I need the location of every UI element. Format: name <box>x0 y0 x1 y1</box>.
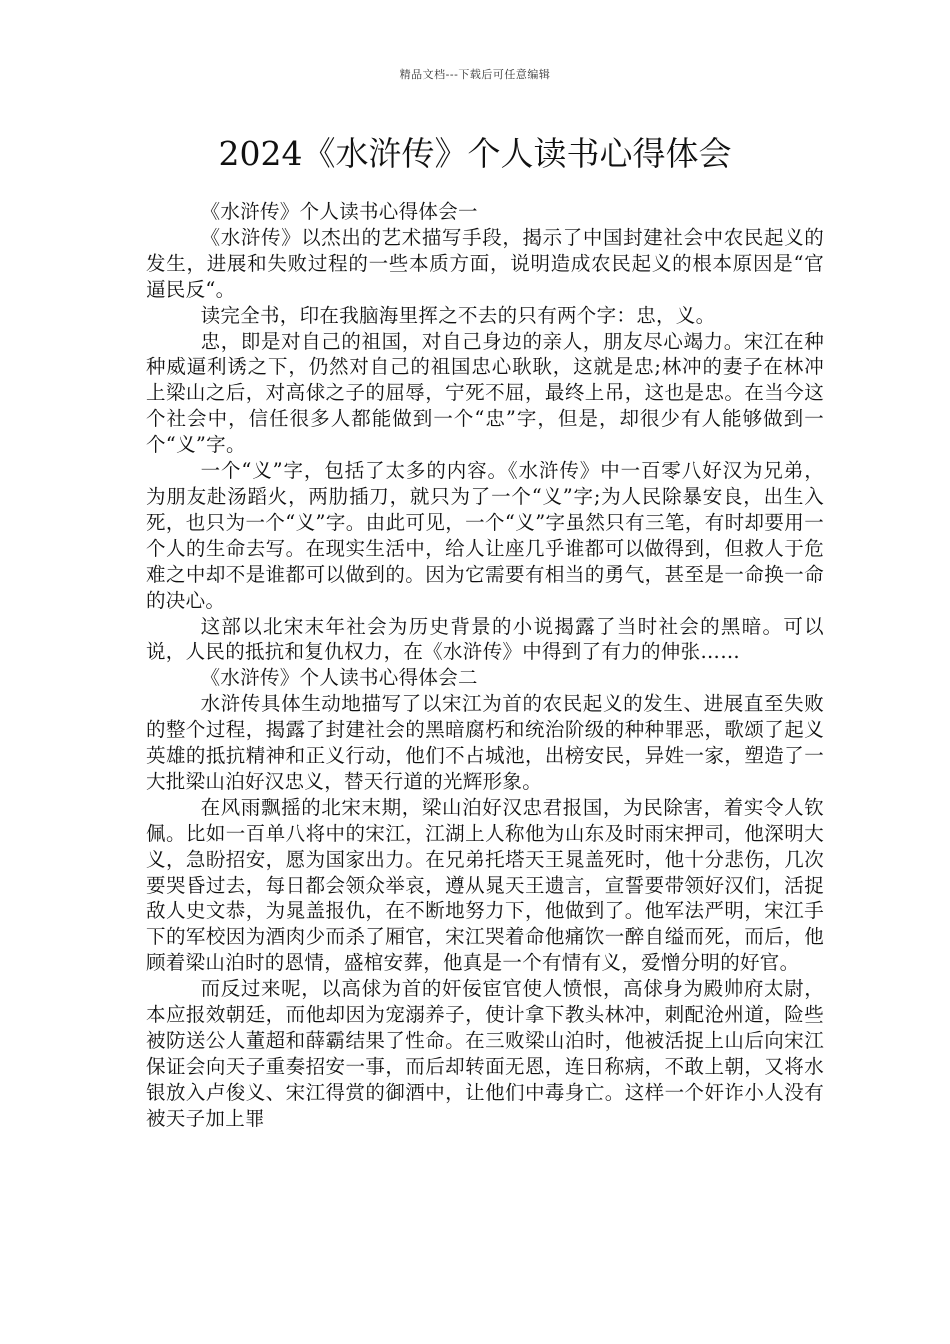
paragraph: 忠，即是对自己的祖国，对自己身边的亲人，朋友尽心竭力。宋江在种种威逼利诱之下，仍然对自己的祖国忠心耿耿，这就是忠;林冲的妻子在林冲上梁山之后，对高俅之子的屈辱，宁死不屈，最终上吊，这也是忠。在当今这个社会中，信任很多人都能做到一个“忠”字，但是，却很少有人能够做到一个“义”字。 <box>146 329 824 457</box>
paragraph: 而反过来呢，以高俅为首的奸佞宦官使人愤恨，高俅身为殿帅府太尉，本应报效朝廷，而他却因为宠溺养子，使计拿下教头林冲，刺配沧州道，险些被防送公人董超和薛霸结果了性命。在三败梁山泊时，他被活捉上山后向宋江保证会向天子重奏招安一事，而后却转面无恩，连日称病，不敢上朝，又将水银放入卢俊义、宋江得赏的御酒中，让他们中毒身亡。这样一个奸诈小人没有被天子加上罪 <box>146 977 824 1130</box>
paragraph: 在风雨飘摇的北宋末期，梁山泊好汉忠君报国，为民除害，着实令人钦佩。比如一百单八将中的宋江，江湖上人称他为山东及时雨宋押司，他深明大义，急盼招安，愿为国家出力。在兄弟托塔天王晁盖死时，他十分悲伤，几次要哭昏过去，每日都会领众举哀，遵从晁天王遗言，宣誓要带领好汉们，活捉敌人史文恭，为晁盖报仇，在不断地努力下，他做到了。他军法严明，宋江手下的军校因为酒肉少而杀了厢官，宋江哭着命他痛饮一醉自缢而死，而后，他顾着梁山泊时的恩情，盛棺安葬，他真是一个有情有义，爱憎分明的好官。 <box>146 795 824 975</box>
document-body <box>146 199 824 1132</box>
paragraph: 读完全书，印在我脑海里挥之不去的只有两个字：忠，义。 <box>200 303 716 327</box>
paragraph: 水浒传具体生动地描写了以宋江为首的农民起义的发生、进展直至失败的整个过程，揭露了封建社会的黑暗腐朽和统治阶级的种种罪恶，歌颂了起义英雄的抵抗精神和正义行动，他们不占城池，出榜安民，异姓一家，塑造了一大批梁山泊好汉忠义，替天行道的光辉形象。 <box>146 692 824 793</box>
paragraph: 《水浒传》以杰出的艺术描写手段，揭示了中国封建社会中农民起义的发生，进展和失败过程的一些本质方面，说明造成农民起义的根本原因是“官逼民反“。 <box>146 225 824 301</box>
section-heading-2: 《水浒传》个人读书心得体会二 <box>200 666 478 690</box>
paragraph: 这部以北宋末年社会为历史背景的小说揭露了当时社会的黑暗。可以说，人民的抵抗和复仇权力，在《水浒传》中得到了有力的伸张…… <box>146 614 824 664</box>
document-title: 2024《水浒传》个人读书心得体会 <box>218 134 732 173</box>
paragraph: 一个“义”字，包括了太多的内容。《水浒传》中一百零八好汉为兄弟，为朋友赴汤蹈火，两肋插刀，就只为了一个“义”字;为人民除暴安良，出生入死，也只为一个“义”字。由此可见，一个“义”字虽然只有三笔，有时却要用一个人的生命去写。在现实生活中，给人让座几乎谁都可以做得到，但救人于危难之中却不是谁都可以做到的。因为它需要有相当的勇气，甚至是一命换一命的决心。 <box>146 459 824 612</box>
header-note: 精品文档---下载后可任意编辑 <box>399 68 551 81</box>
section-heading-1: 《水浒传》个人读书心得体会一 <box>200 200 478 223</box>
